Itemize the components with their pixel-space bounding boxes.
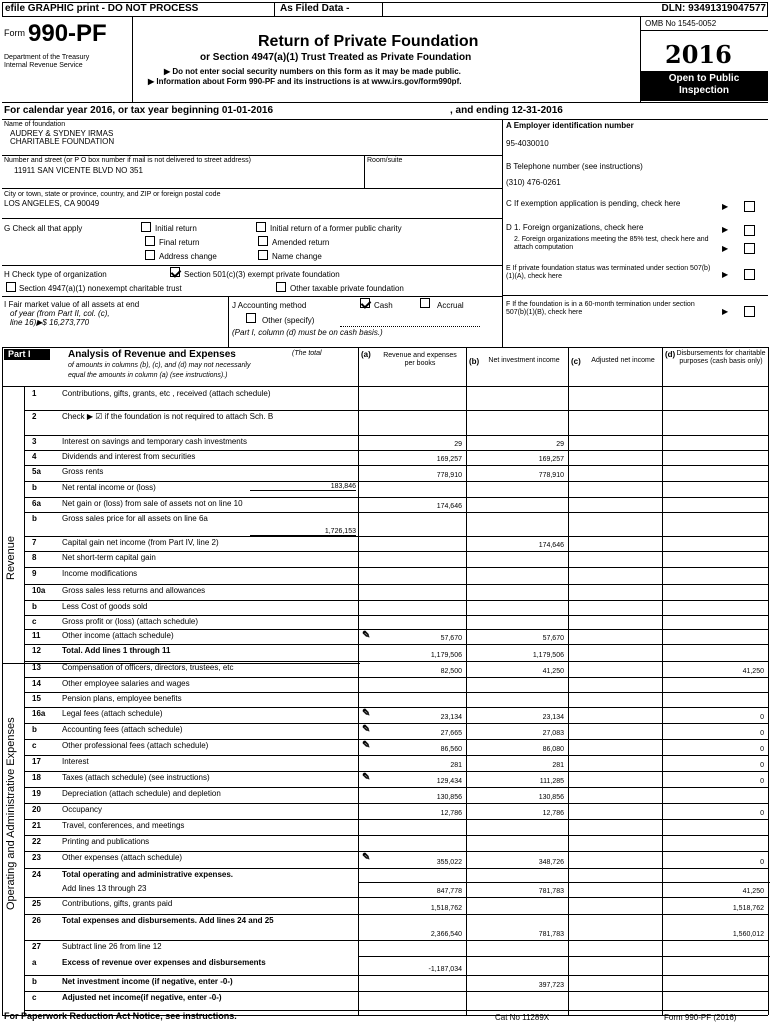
- col-b-value: 1,179,506: [532, 652, 564, 659]
- room-label: Room/suite: [367, 157, 403, 164]
- col-b-value: 111,285: [539, 778, 564, 785]
- line-number: 5a: [32, 467, 41, 476]
- line-description: Interest on savings and temporary cash investments: [62, 437, 247, 446]
- line-number: c: [32, 617, 37, 626]
- inline-amount: 183,846: [250, 483, 356, 491]
- d1-arrow-icon: ▶: [722, 225, 729, 234]
- amended-return-label: Amended return: [272, 238, 330, 247]
- col-a-value: 778,910: [436, 472, 462, 479]
- line-description: Net investment income (if negative, enter -0-): [62, 977, 233, 986]
- calendar-ending: , and ending 12-31-2016: [450, 105, 563, 116]
- i-line1: I Fair market value of all assets at end: [4, 300, 140, 309]
- attachment-icon[interactable]: ✎: [362, 724, 371, 735]
- col-d-value: 0: [760, 859, 764, 866]
- line-description: Income modifications: [62, 569, 138, 578]
- line-number: b: [32, 602, 37, 611]
- col-b-value: 781,783: [538, 931, 564, 938]
- name-change-label: Name change: [272, 252, 322, 261]
- phone-value: (310) 476-0261: [506, 178, 561, 187]
- col-b-value: 174,646: [538, 542, 564, 549]
- line-number: b: [32, 483, 37, 492]
- section-501c3-label: Section 501(c)(3) exempt private foundation: [184, 270, 340, 279]
- filed-label: As Filed Data -: [280, 3, 350, 14]
- ein-value: 95-4030010: [506, 139, 549, 148]
- line-description: Dividends and interest from securities: [62, 452, 196, 461]
- omb-number: OMB No 1545-0052: [645, 19, 717, 28]
- d2-checkbox[interactable]: [744, 243, 755, 254]
- part1-title: Analysis of Revenue and Expenses: [68, 349, 236, 360]
- line-description: Depreciation (attach schedule) and depletion: [62, 789, 221, 798]
- col-b-header: Net investment income: [488, 357, 560, 364]
- line-description: Excess of revenue over expenses and disbursements: [62, 958, 266, 967]
- line-description: Printing and publications: [62, 837, 150, 846]
- col-a-value: 29: [454, 441, 462, 448]
- part1-desc1: of amounts in columns (b), (c), and (d) may not necessarily: [68, 362, 251, 369]
- col-d-value: 41,250: [742, 668, 764, 675]
- f-arrow-icon: ▶: [722, 307, 729, 316]
- section-501c3-checkbox[interactable]: [170, 267, 180, 277]
- col-a-value: 86,560: [440, 746, 462, 753]
- e-label: E If private foundation status was terminated under section 507(b)(1)(A), check here: [506, 265, 711, 280]
- line-number: 4: [32, 452, 37, 461]
- line-description: Subtract line 26 from line 12: [62, 942, 162, 951]
- line-description: Total. Add lines 1 through 11: [62, 646, 171, 655]
- line-number: b: [32, 725, 37, 734]
- col-a-value: 82,500: [440, 668, 462, 675]
- attachment-icon[interactable]: ✎: [362, 772, 371, 783]
- col-a-value: 1,518,762: [430, 905, 462, 912]
- form-footer: Form 990-PF (2016): [664, 1013, 737, 1022]
- line-number: 12: [32, 646, 41, 655]
- col-a-value: 847,778: [436, 888, 462, 895]
- line-description: Other income (attach schedule): [62, 631, 174, 640]
- phone-label: B Telephone number (see instructions): [506, 162, 643, 171]
- line-description: Adjusted net income(if negative, enter -0-): [62, 993, 222, 1002]
- part1-desc2: equal the amounts in column (a) (see instructions).): [68, 372, 228, 379]
- col-b-tag: (b): [469, 357, 480, 366]
- line-number: 25: [32, 899, 41, 908]
- accrual-method-label: Accrual: [437, 301, 464, 310]
- line-number: 22: [32, 837, 41, 846]
- attachment-icon[interactable]: ✎: [362, 630, 371, 641]
- col-d-value: 0: [760, 746, 764, 753]
- cash-method-label: Cash: [374, 301, 393, 310]
- attachment-icon[interactable]: ✎: [362, 740, 371, 751]
- col-a-value: -1,187,034: [428, 966, 462, 973]
- initial-former-checkbox[interactable]: [256, 222, 266, 232]
- e-arrow-icon: ▶: [722, 270, 729, 279]
- initial-return-checkbox[interactable]: [141, 222, 151, 232]
- line-number: 17: [32, 757, 41, 766]
- line-description: Net gain or (loss) from sale of assets not on line 10: [62, 499, 243, 508]
- line-description: Compensation of officers, directors, trustees, etc: [62, 663, 234, 672]
- address-change-label: Address change: [159, 252, 217, 261]
- col-b-value: 281: [552, 762, 564, 769]
- line-number: 3: [32, 437, 37, 446]
- line-number: 2: [32, 412, 37, 421]
- col-d-header: Disbursements for charitable purposes (cash basis only): [676, 350, 766, 365]
- line-description: Contributions, gifts, grants, etc , received (attach schedule): [62, 389, 271, 398]
- line-number: 19: [32, 789, 41, 798]
- col-b-value: 348,726: [538, 859, 564, 866]
- line-number: 7: [32, 538, 37, 547]
- dept-irs: Internal Revenue Service: [4, 62, 83, 69]
- form-title: Return of Private Foundation: [258, 33, 479, 50]
- line-description: Other professional fees (attach schedule): [62, 741, 209, 750]
- col-b-value: 130,856: [538, 794, 564, 801]
- line-description: Accounting fees (attach schedule): [62, 725, 183, 734]
- col-a-value: 23,134: [440, 714, 462, 721]
- calendar-year: For calendar year 2016, or tax year beginning 01-01-2016: [4, 105, 274, 116]
- line-description: Gross sales price for all assets on line 6a: [62, 514, 208, 523]
- line-description: Total operating and administrative expenses.: [62, 870, 234, 879]
- part1-title-note: (The total: [292, 350, 322, 357]
- accrual-method-checkbox[interactable]: [420, 298, 430, 308]
- line-number: 6a: [32, 499, 41, 508]
- col-d-value: 1,560,012: [732, 931, 764, 938]
- line-number: 21: [32, 821, 41, 830]
- col-a-header: Revenue and expenses per books: [383, 352, 457, 367]
- ssn-notice: ▶ Do not enter social security numbers on this form as it may be made public.: [164, 67, 461, 76]
- part1-tag: Part I: [4, 349, 50, 360]
- line-number: 16a: [32, 709, 46, 718]
- f-checkbox[interactable]: [744, 306, 755, 317]
- foundation-name-2: CHARITABLE FOUNDATION: [10, 137, 115, 146]
- line-number: 18: [32, 773, 41, 782]
- section-4947-label: Section 4947(a)(1) nonexempt charitable trust: [19, 284, 182, 293]
- col-a-value: 130,856: [436, 794, 462, 801]
- col-d-tag: (d): [665, 350, 676, 359]
- line-description: Net rental income or (loss): [62, 483, 156, 492]
- other-method-checkbox[interactable]: [246, 313, 256, 323]
- line-number: 20: [32, 805, 41, 814]
- col-d-value: 0: [760, 714, 764, 721]
- col-d-value: 0: [760, 810, 764, 817]
- other-taxable-checkbox[interactable]: [276, 282, 286, 292]
- line-description: Contributions, gifts, grants paid: [62, 899, 173, 908]
- col-b-value: 41,250: [542, 668, 564, 675]
- other-method-label: Other (specify): [262, 316, 315, 325]
- i-line2: of year (from Part II, col. (c),: [10, 309, 110, 318]
- line-number: c: [32, 993, 37, 1002]
- attachment-icon[interactable]: ✎: [362, 852, 371, 863]
- form-number: 990-PF: [28, 20, 107, 47]
- foundation-name-label: Name of foundation: [4, 121, 66, 128]
- line-number: c: [32, 741, 37, 750]
- col-d-value: 41,250: [742, 888, 764, 895]
- address-change-checkbox[interactable]: [145, 250, 155, 260]
- col-b-value: 397,723: [538, 982, 564, 989]
- line-description: Total expenses and disbursements. Add lines 24 and 25: [62, 916, 274, 925]
- c-checkbox[interactable]: [744, 201, 755, 212]
- col-a-value: 129,434: [436, 778, 462, 785]
- line-number: b: [32, 977, 37, 986]
- col-a-value: 281: [450, 762, 462, 769]
- line-number: 10a: [32, 586, 46, 595]
- col-c-header: Adjusted net income: [591, 357, 655, 364]
- form-prefix: Form: [4, 28, 25, 38]
- info-notice: ▶ Information about Form 990-PF and its instructions is at www.irs.gov/form990pf.: [148, 77, 462, 86]
- col-a-value: 1,179,506: [430, 652, 462, 659]
- revenue-side-label: Revenue: [5, 535, 17, 580]
- line-number: 26: [32, 916, 41, 925]
- col-c-tag: (c): [571, 357, 581, 366]
- col-b-value: 781,783: [538, 888, 564, 895]
- col-a-value: 27,665: [440, 730, 462, 737]
- foundation-name-1: AUDREY & SYDNEY IRMAS: [10, 129, 114, 138]
- line-number: 11: [32, 631, 41, 640]
- col-a-value: 169,257: [436, 456, 462, 463]
- expenses-side-label: Operating and Administrative Expenses: [5, 717, 17, 910]
- line-description: Other employee salaries and wages: [62, 679, 190, 688]
- tax-year: 2016: [665, 40, 732, 69]
- c-label: C If exemption application is pending, check here: [506, 199, 681, 208]
- line-number: 15: [32, 694, 41, 703]
- line-number: 24: [32, 870, 41, 879]
- line-description: Add lines 13 through 23: [62, 884, 147, 893]
- street-label: Number and street (or P O box number if mail is not delivered to street address): [4, 157, 251, 164]
- col-b-value: 169,257: [538, 456, 564, 463]
- line-number: b: [32, 514, 37, 523]
- line-number: 1: [32, 389, 37, 398]
- col-a-value: 2,366,540: [430, 931, 462, 938]
- col-a-value: 12,786: [440, 810, 462, 817]
- col-b-value: 23,134: [542, 714, 564, 721]
- col-d-value: 1,518,762: [732, 905, 764, 912]
- j-note: (Part I, column (d) must be on cash basis.): [232, 328, 383, 337]
- final-return-checkbox[interactable]: [145, 236, 155, 246]
- d1-label: D 1. Foreign organizations, check here: [506, 223, 644, 232]
- paperwork-notice: For Paperwork Reduction Act Notice, see instructions.: [4, 1011, 237, 1021]
- amended-return-checkbox[interactable]: [258, 236, 268, 246]
- col-b-value: 27,083: [542, 730, 564, 737]
- form-subtitle: or Section 4947(a)(1) Trust Treated as Private Foundation: [200, 52, 472, 63]
- d1-checkbox[interactable]: [744, 225, 755, 236]
- line-description: Less Cost of goods sold: [62, 602, 148, 611]
- section-4947-checkbox[interactable]: [6, 282, 16, 292]
- dln-label: DLN: 93491319047577: [661, 3, 766, 14]
- ein-label: A Employer identification number: [506, 121, 634, 130]
- d2-arrow-icon: ▶: [722, 244, 729, 253]
- line-description: Other expenses (attach schedule): [62, 853, 183, 862]
- final-return-label: Final return: [159, 238, 200, 247]
- d2-label: 2. Foreign organizations meeting the 85% test, check here and attach computation: [514, 236, 709, 251]
- col-b-value: 12,786: [542, 810, 564, 817]
- e-checkbox[interactable]: [744, 269, 755, 280]
- col-d-value: 0: [760, 762, 764, 769]
- line-number: 9: [32, 569, 37, 578]
- line-description: Gross rents: [62, 467, 104, 476]
- name-change-checkbox[interactable]: [258, 250, 268, 260]
- col-d-value: 0: [760, 730, 764, 737]
- col-d-value: 0: [760, 778, 764, 785]
- line-number: 27: [32, 942, 41, 951]
- open-inspection-badge: Open to Public Inspection: [640, 71, 768, 101]
- line-number: 13: [32, 663, 41, 672]
- j-label: J Accounting method: [232, 301, 307, 310]
- col-b-value: 57,670: [542, 635, 564, 642]
- g-label: G Check all that apply: [4, 224, 83, 233]
- h-label: H Check type of organization: [4, 270, 107, 279]
- cash-method-checkbox[interactable]: [360, 298, 370, 308]
- line-description: Pension plans, employee benefits: [62, 694, 182, 703]
- city-label: City or town, state or province, country, and ZIP or foreign postal code: [4, 191, 221, 198]
- col-a-tag: (a): [361, 350, 371, 359]
- i-line3: line 16)▶$ 16,273,770: [10, 318, 90, 327]
- line-description: Taxes (attach schedule) (see instructions): [62, 773, 210, 782]
- col-a-value: 174,646: [436, 503, 462, 510]
- efile-label: efile GRAPHIC print - DO NOT PROCESS: [5, 3, 199, 14]
- col-b-value: 86,080: [542, 746, 564, 753]
- attachment-icon[interactable]: ✎: [362, 708, 371, 719]
- inline-amount: 1,726,153: [250, 528, 356, 536]
- street-value: 11911 SAN VICENTE BLVD NO 351: [14, 166, 143, 175]
- other-taxable-label: Other taxable private foundation: [290, 284, 404, 293]
- line-description: Occupancy: [62, 805, 103, 814]
- initial-former-label: Initial return of a former public charity: [270, 224, 402, 233]
- line-number: 23: [32, 853, 41, 862]
- line-description: Capital gain net income (from Part IV, line 2): [62, 538, 219, 547]
- line-description: Gross sales less returns and allowances: [62, 586, 206, 595]
- initial-return-label: Initial return: [155, 224, 197, 233]
- col-a-value: 355,022: [436, 859, 462, 866]
- line-description: Net short-term capital gain: [62, 553, 156, 562]
- col-b-value: 778,910: [538, 472, 564, 479]
- line-description: Gross profit or (loss) (attach schedule): [62, 617, 199, 626]
- line-description: Travel, conferences, and meetings: [62, 821, 185, 830]
- cat-number: Cat No 11289X: [495, 1013, 550, 1022]
- f-label: F If the foundation is in a 60-month termination under section 507(b)(1)(B), check here: [506, 301, 695, 316]
- col-b-value: 29: [556, 441, 564, 448]
- line-number: 8: [32, 553, 37, 562]
- dept-treasury: Department of the Treasury: [4, 54, 90, 61]
- line-number: a: [32, 958, 37, 967]
- city-value: LOS ANGELES, CA 90049: [4, 199, 100, 208]
- c-arrow-icon: ▶: [722, 202, 729, 211]
- line-description: Legal fees (attach schedule): [62, 709, 163, 718]
- col-a-value: 57,670: [440, 635, 462, 642]
- line-description: Interest: [62, 757, 89, 766]
- line-description: Check ▶ ☑ if the foundation is not required to attach Sch. B: [62, 412, 274, 421]
- line-number: 14: [32, 679, 41, 688]
